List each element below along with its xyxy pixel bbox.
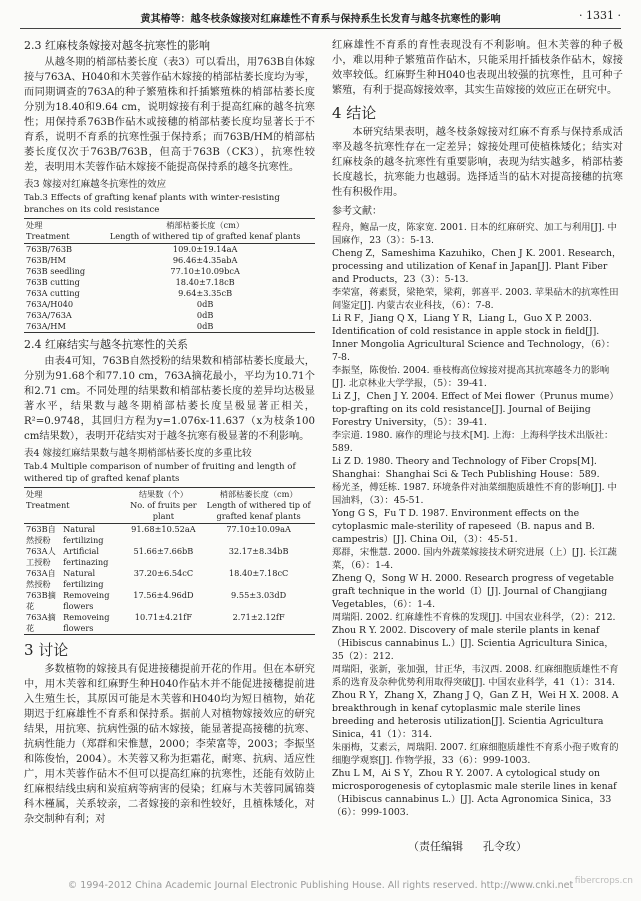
table-3-treatment-cell: 763A cutting [26, 288, 80, 298]
reference-item: Zheng Q，Song W H. 2000. Research progress of vegetable graft technique in the world（I）[J]. Journal of Changjiang Vegetables，（6）：1-4. [332, 573, 614, 610]
table-4-cell-v1: 51.66±7.66bB [133, 546, 194, 556]
editor-line [408, 838, 527, 854]
references-heading: 参考文献： [332, 206, 382, 217]
table-row [24, 612, 315, 635]
table-4-cell-v1: 37.20±6.54cC [133, 568, 194, 578]
reference-list [332, 221, 623, 819]
table-3-treatment-cell: 763B/HM [26, 255, 66, 265]
section-4-paragraph: 本研究结果表明，越冬枝条嫁接对红麻不育系与保持系成活率及越冬抗寒性存在一定差异；嫁接处理可使植株矮化；结实对红麻枝条的越冬抗寒性有重要影响，表现为结实越多，梢部枯萎长度越长，抗寒能力也越弱。选择适当的砧木对提高接穗的抗寒性有积极作用。 [332, 127, 623, 198]
table-3-col1-header: 处理 Treatment [24, 219, 95, 244]
section-2-3-heading: 2.3 红麻枝条嫁接对越冬抗寒性的影响 [24, 39, 210, 52]
reference-item: Li Z J，Chen J Y. 2004. Effect of Mei flower（Prunus mume）top-grafting on its cold resistance[J]. Journal of Beijing Forestry University，（5）：39-41. [332, 391, 619, 428]
table-4-cell-en: Natural fertilizing [63, 568, 104, 589]
table-row [24, 266, 315, 277]
table-4-caption: 表4 嫁接红麻结果数与越冬期梢部枯萎长度的多重比较 [24, 448, 252, 459]
table-3-value-cell: 9.64±3.35cB [178, 288, 233, 298]
table-3-treatment-cell: 763B/763B [26, 244, 73, 254]
left-column [24, 38, 315, 827]
table-row [24, 524, 315, 547]
table-4-cell-v2: 2.71±2.12fF [232, 612, 285, 622]
reference-item: Cheng Z，Sameshima Kazuhiko，Chen J K. 2001. Research，processing and utilization of Kenaf in Japan[J]. Plant Fiber and Products，23（3）：5-13. [332, 248, 622, 285]
table-4-cell-en: Removeing flowers [63, 612, 110, 633]
table-row [24, 244, 315, 256]
table-4-cell-cn: 763A自然授粉 [26, 568, 56, 589]
section-3-continuation: 红麻雄性不育系的育性表现没有不利影响。但木芙蓉的种子极小，难以用种子繁殖苗作砧木，只能采用扦插枝条作砧木，嫁接效率较低。红麻野生种H040也表现出较强的抗寒性，且可种子繁殖，有利于提高嫁接效率，其实生苗嫁接的效应正在研究中。 [332, 40, 623, 96]
table-4-cell-cn: 763B摘花 [26, 590, 56, 611]
table-row [24, 288, 315, 299]
page-number: · 1331 · [579, 9, 621, 22]
section-2-4-heading: 2.4 红麻结实与越冬抗寒性的关系 [24, 338, 188, 351]
table-4-cell-v2: 9.55±3.03dD [231, 590, 287, 600]
table-3-value-cell: 18.40±7.18cB [175, 277, 235, 287]
reference-item: 李荣富，蒋素贤，梁艳荣，梁莉，郭喜平. 2003. 苹果砧木的抗寒性田间鉴定[J]. 内蒙古农业科技，（6）：7-8. [332, 287, 619, 311]
table-4-cell-en: Artificial fertinazing [63, 546, 109, 567]
table-3-value-cell: 77.10±10.09bcA [170, 266, 240, 276]
table-row [24, 299, 315, 310]
table-4-col1-header: 处理 Treatment [24, 488, 125, 524]
section-3-paragraph: 多数植物的嫁接具有促进接穗提前开花的作用。但在本研究中，用木芙蓉和红麻野生种H040作砧木并不能促进接穗提前进入生殖生长，其原因可能是木芙蓉和H040均为短日植物，始花期迟于红麻雄性不育系和保持系。据前人对植物嫁接效应的研究结果，用抗寒、抗病性强的砧木嫁接，能显著提高接穗的抗寒、抗病性能力（郑群和宋惟慧，2000；李荣富等，2003；李振坚和陈俊怡，2004）。木芙蓉又称为拒霜花，耐寒、抗病、适应性广，用木芙蓉作砧木不但可以提高红麻的抗寒性，还能有效防止红麻根结线虫病和炭疽病等病害的侵染；红麻与木芙蓉同属锦葵科木槿属，关系较亲，二者嫁接的亲和性较好，且植株矮化，对杂交制种有利；对 [24, 664, 315, 825]
reference-item: Yong G S，Fu T D. 1987. Environment effects on the cytoplasmic male-sterility of rapeseed（B. napus and B. campestris）[J]. China Oil，（3）：45-51. [332, 508, 595, 545]
reference-item: 朱丽梅，艾素云，周瑞阳. 2007. 红麻细胞质雄性不育系小孢子败育的细胞学观察[J]. 作物学报，33（6）：999-1003. [332, 742, 619, 766]
table-3-treatment-cell: 763A/H040 [26, 299, 74, 309]
watermark-text: fibercrops.cn [574, 876, 633, 886]
table-4-cell-en: Natural fertilizing [63, 524, 104, 545]
table-row [24, 321, 315, 333]
table-4 [24, 487, 315, 635]
table-4-cell-v1: 91.68±10.52aA [131, 524, 196, 534]
running-title: 黄其椿等：越冬枝条嫁接对红麻雄性不育系与保持系生长发育与越冬抗寒性的影响 [140, 14, 501, 25]
table-4-cell-cn: 763B自然授粉 [26, 524, 56, 545]
table-3 [24, 218, 315, 333]
table-4-cell-v1: 10.71±4.21fF [134, 612, 193, 622]
reference-item: 李振坚，陈俊怡. 2004. 垂枝梅高位嫁接对提高其抗寒越冬力的影响[J]. 北京林业大学学报，（5）：39-41. [332, 365, 610, 389]
editor-name: 孔令玫） [483, 840, 527, 853]
table-3-col2-header: 梢部枯萎长度（cm） Length of withered tip of grafted kenaf plants [95, 219, 315, 244]
right-column [332, 38, 623, 819]
table-3-value-cell: 0dB [196, 321, 214, 331]
table-3-value-cell: 96.46±4.35abA [172, 255, 238, 265]
table-3-value-cell: 0dB [196, 310, 214, 320]
table-4-col2-header: 结果数（个） No. of fruits per plant [125, 488, 203, 524]
table-row [24, 277, 315, 288]
table-row [24, 310, 315, 321]
reference-item: Zhu L M，Ai S Y，Zhou R Y. 2007. A cytological study on microsporogenesis of cytoplasmic male sterile lines in kenaf（Hibiscus cannabinus L.）[J]. Acta Agronomica Sinica，33（6）：999-1003. [332, 768, 617, 818]
reference-item: Li Z D. 1980. Theory and Technology of Fiber Crops[M]. Shanghai：Shanghai Sci & Tech Publishing House：589. [332, 456, 600, 480]
running-header [20, 8, 621, 29]
table-3-value-cell: 109.0±19.14aA [172, 244, 238, 254]
table-4-col3-header: 梢部枯萎长度（cm） Length of withered tip of grafted kenaf plants [202, 488, 315, 524]
editor-label: （责任编辑 [408, 840, 463, 853]
table-row [24, 568, 315, 590]
copyright-footer [0, 880, 641, 891]
reference-item: 郑群，宋惟慧. 2000. 国内外蔬菜嫁接技术研究进展（上）[J]. 长江蔬菜，（6）：1-4. [332, 547, 617, 571]
table-4-caption-en: Tab.4 Multiple comparison of number of fruiting and length of withered tip of grafted kenaf plants [24, 462, 296, 484]
table-4-cell-v2: 18.40±7.18cC [228, 568, 289, 578]
table-4-cell-v2: 32.17±8.34bB [228, 546, 289, 556]
table-row [24, 546, 315, 568]
table-4-cell-v1: 17.56±4.96dD [133, 590, 194, 600]
table-3-caption-en: Tab.3 Effects of grafting kenaf plants with winter-resisting branches on its cold resistance [24, 193, 280, 215]
reference-item: Li R F，Jiang Q X，Liang Y R，Liang L，Guo X P. 2003. Identification of cold resistance in apple stock in field[J]. Inner Mongolia Agricultural Science and Technology，（6）：7-8. [332, 313, 616, 363]
table-3-treatment-cell: 763B cutting [26, 277, 80, 287]
table-4-cell-cn: 763A人工授粉 [26, 546, 56, 567]
table-row [24, 255, 315, 266]
cnki-link[interactable]: http://www.cnki.net [480, 880, 574, 891]
reference-item: Zhou R Y. 2002. Discovery of male sterile plants in kenaf（Hibiscus cannabinus L.）[J]. Scientia Agricultura Sinica，35（2）：212. [332, 625, 614, 662]
reference-item: Zhou R Y，Zhang X，Zhang J Q，Gan Z H，Wei H X. 2008. A breakthrough in kenaf cytoplasmic male sterile lines breeding and heterosis utilization[J]. Scientia Agricultura Sinica，41（1）：314. [332, 690, 619, 740]
reference-item: 程舟，鲍品一皮，陈家宽. 2001. 日本的红麻研究、加工与利用[J]. 中国麻作，23（3）：5-13. [332, 222, 617, 246]
reference-item: 杨光圣，傅廷栋. 1987. 环境条件对油菜细胞质雄性不育的影响[J]. 中国油料，（3）：45-51. [332, 482, 617, 506]
table-4-cell-v2: 77.10±10.09aA [226, 524, 291, 534]
table-3-treatment-cell: 763A/HM [26, 321, 66, 331]
table-4-cell-en: Removeing flowers [63, 590, 110, 611]
table-4-cell-cn: 763A摘花 [26, 612, 56, 633]
copyright-text: © 1994-2012 China Academic Journal Electronic Publishing House. All rights reserved. [67, 880, 478, 891]
section-3-heading: 3 讨论 [24, 641, 69, 659]
table-3-value-cell: 0dB [196, 299, 214, 309]
section-2-3-paragraph: 从越冬期的梢部枯萎长度（表3）可以看出，用763B自体嫁接与763A、H040和木芙蓉作砧木嫁接的梢部枯萎长度均为零，而同期调查的763A的种子繁殖株和扦插繁殖株的梢部枯萎长度分别为18.40和9.64 cm，说明嫁接有利于提高红麻的越冬抗寒性；用保持系763B作砧木或接穗的梢部枯萎长度均显著长于不育系，说明不育系的抗寒性强于保持系；而763B/HM的梢部枯萎长度仅次于763B/763B，但高于763B（CK3），抗寒性较差，表明用木芙蓉作砧木嫁接不能提高保持系的越冬抗寒性。 [24, 57, 315, 173]
table-3-caption: 表3 嫁接对红麻越冬抗寒性的效应 [24, 179, 167, 190]
table-3-treatment-cell: 763A/763A [26, 310, 72, 320]
reference-item: 李宗道. 1980. 麻作的理论与技术[M]. 上海：上海科学技术出版社：589. [332, 430, 614, 454]
reference-item: 周瑞阳，张新，张加强，甘正华，韦汉西. 2008. 红麻细胞质雄性不育系的选育及杂种优势利用取得突破[J]. 中国农业科学，41（1）：314. [332, 664, 619, 688]
table-3-treatment-cell: 763B seedling [26, 266, 86, 276]
section-4-heading: 4 结论 [332, 104, 377, 122]
section-2-4-paragraph: 由表4可知，763B自然授粉的结果数和梢部枯萎长度最大，分别为91.68个和77.10 cm，763A摘花最小，平均为10.71个和2.71 cm。不同处理的结果数和梢部枯萎长度的差异均达极显著水平，结果数与越冬期梢部枯萎长度呈极显著正相关，R²=0.9748，其回归方程为y=1.076x-11.637（x为枝条100 cm结果数），表明开花结实对于越冬抗寒有极显著的不利影响。 [24, 356, 315, 442]
reference-item: 周瑞阳. 2002. 红麻雄性不育株的发现[J]. 中国农业科学，（2）：212. [332, 612, 616, 623]
table-row [24, 590, 315, 612]
